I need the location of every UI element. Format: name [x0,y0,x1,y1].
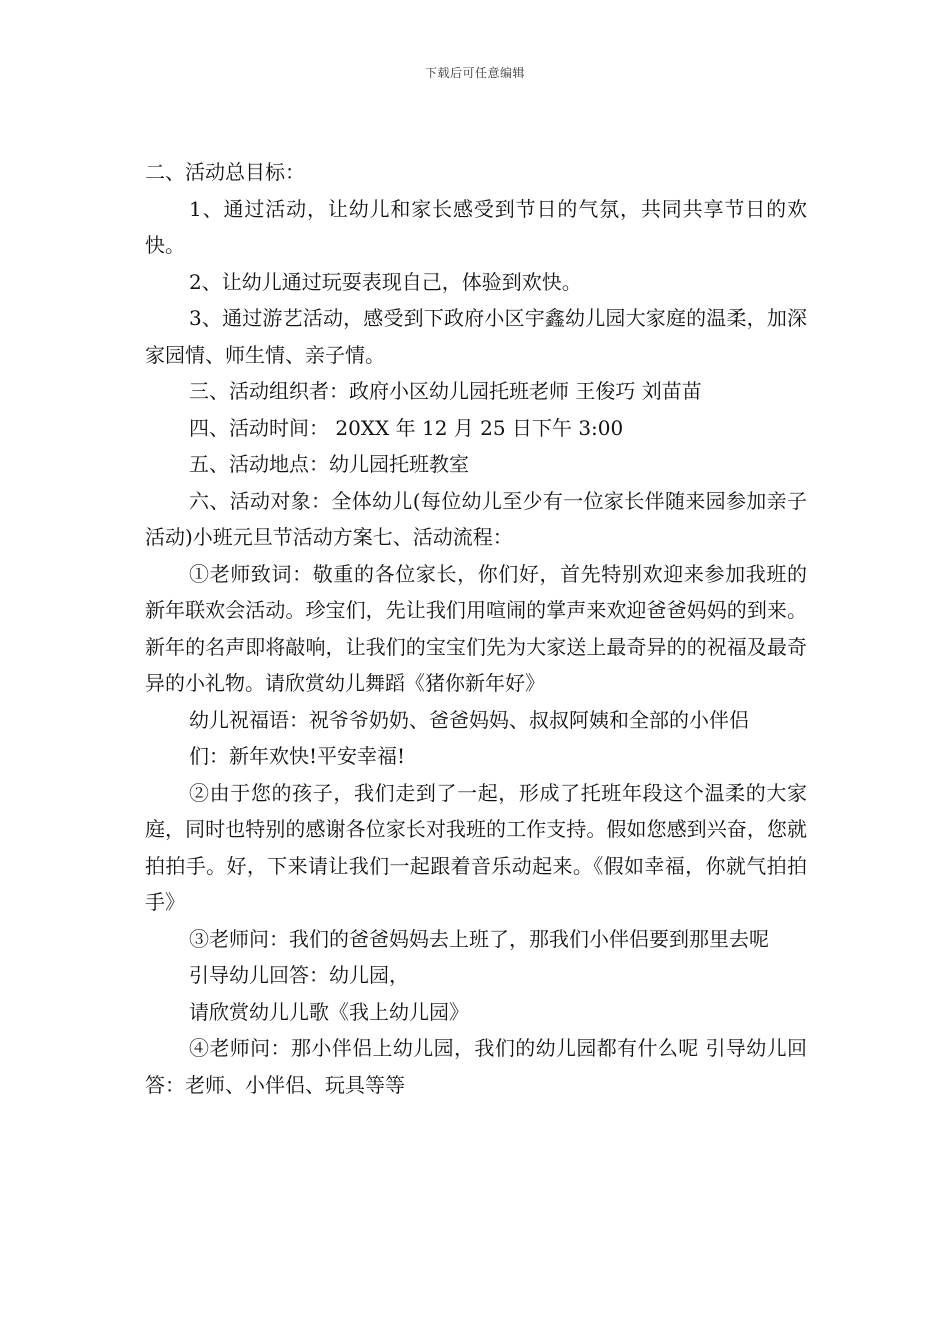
flow-step-3-answer: 引导幼儿回答：幼儿园， [189,963,409,987]
flow-step-3-song: 请欣赏幼儿儿歌《我上幼儿园》 [189,999,469,1024]
blessing-line-1: 幼儿祝福语：祝爷爷奶奶、爸爸妈妈、叔叔阿姨和全部的小伴侣 [189,707,749,732]
goal-item-3: 3、通过游艺活动，感受到下政府小区宇鑫幼儿园大家庭的温柔，加深家园情、师生情、亲子情。 [145,306,807,367]
section-participants: 六、活动对象：全体幼儿(每位幼儿至少有一位家长伴随来园参加亲子活动)小班元旦节活动方案七、活动流程： [145,488,807,549]
section-location: 五、活动地点：幼儿园托班教室 [189,452,469,476]
section-organizers: 三、活动组织者：政府小区幼儿园托班老师 王俊巧 刘苗苗 [189,379,702,403]
flow-step-4: ④老师问：那小伴侣上幼儿园，我们的幼儿园都有什么呢 引导幼儿回答：老师、小伴侣、玩具等等 [145,1036,807,1097]
section-heading-goals: 二、活动总目标： [145,160,305,184]
section-time: 四、活动时间： 20XX 年 12 月 25 日下午 3:00 [189,415,624,440]
goal-item-1: 1、通过活动，让幼儿和家长感受到节日的气氛，共同共享节日的欢快。 [145,196,807,257]
flow-step-1: ①老师致词：敬重的各位家长，你们好，首先特别欢迎来参加我班的新年联欢会活动。珍宝们，先让我们用喧闹的掌声来欢迎爸爸妈妈的到来。新年的名声即将敲响，让我们的宝宝们先为大家送上最奇异的的祝福及最奇异的小礼物。请欣赏幼儿舞蹈《猪你新年好》 [145,561,807,695]
blessing-line-2: 们：新年欢快!平安幸福! [189,744,406,768]
page-header: 下载后可任意编辑 [424,66,525,80]
document-body [145,154,807,1103]
flow-step-2: ②由于您的孩子，我们走到了一起，形成了托班年段这个温柔的大家庭，同时也特别的感谢各位家长对我班的工作支持。假如您感到兴奋，您就拍拍手。好，下来请让我们一起跟着音乐动起来。《假如幸福，你就气拍拍手》 [145,780,807,914]
goal-item-2: 2、让幼儿通过玩耍表现自己，体验到欢快。 [189,269,582,294]
flow-step-3: ③老师问：我们的爸爸妈妈去上班了，那我们小伴侣要到那里去呢 [189,926,769,951]
